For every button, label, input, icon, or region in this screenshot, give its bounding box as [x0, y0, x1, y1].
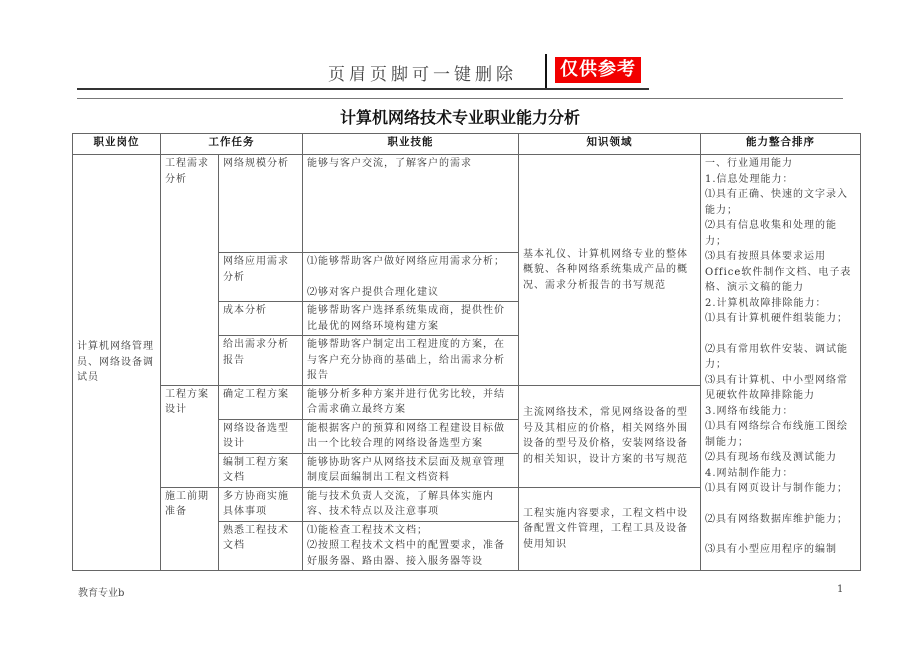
spacer — [705, 327, 856, 342]
col-header-knowledge: 知识领域 — [519, 134, 701, 155]
spacer — [705, 497, 856, 512]
ability-line: ⑴具有正确、快速的文字录入能力； — [705, 189, 848, 216]
ability-line: 一、行业通用能力 — [705, 158, 793, 169]
subtask-cell: 多方协商实施具体事项 — [219, 487, 303, 521]
subtask-cell: 成本分析 — [219, 302, 303, 336]
ability-line: ⑵具有网络数据库维护能力； — [705, 513, 848, 525]
skill-line: ⑴能够帮助客户做好网络应用需求分析； — [307, 256, 505, 267]
subtask-cell: 网络规模分析 — [219, 155, 303, 253]
col-header-skill: 职业技能 — [303, 134, 519, 155]
document-title: 计算机网络技术专业职业能力分析 — [339, 108, 580, 127]
table-row — [73, 155, 861, 253]
ability-line: 1.信息处理能力： — [705, 173, 794, 185]
footer-label: 教育专业b — [78, 588, 125, 599]
header-divider — [545, 54, 547, 90]
page-number: 1 — [837, 584, 844, 595]
col-header-ability: 能力整合排序 — [701, 134, 861, 155]
skill-cell — [303, 521, 519, 571]
subtask-cell: 编制工程方案文档 — [219, 453, 303, 487]
subtask-cell: 给出需求分析报告 — [219, 336, 303, 386]
col-header-position: 职业岗位 — [73, 134, 161, 155]
knowledge-cell: 主流网络技术，常见网络设备的型号及其相应的价格，相关网络外围设备的型号及价格，安装网络设备的相关知识，设计方案的书写规范 — [519, 385, 701, 487]
ability-line: ⑴具有网络综合布线施工图绘制能力； — [705, 421, 848, 448]
ability-line: ⑵具有信息收集和处理的能力； — [705, 220, 837, 247]
subtask-cell: 熟悉工程技术文档 — [219, 521, 303, 571]
ability-line: ⑶具有计算机、中小型网络常见硬软件故障排除能力 — [705, 374, 848, 401]
ability-line: ⑴具有网页设计与制作能力； — [705, 483, 848, 494]
task-cell: 施工前期准备 — [161, 487, 219, 571]
skill-cell: 能与技术负责人交流，了解具体实施内容、技术特点以及注意事项 — [303, 487, 519, 521]
knowledge-cell: 工程实施内容要求，工程文档中设备配置文件管理，工程工具及设备使用知识 — [519, 487, 701, 571]
ability-line: 2.计算机故障排除能力： — [705, 297, 827, 309]
skill-line: ⑴能检查工程技术文档； — [307, 524, 428, 536]
table-header-row — [73, 134, 861, 155]
ability-line: ⑵具有常用软件安装、调试能力； — [705, 343, 848, 370]
knowledge-cell: 基本礼仪、计算机网络专业的整体概貌、各种网络系统集成产品的概况、需求分析报告的书写规范 — [519, 155, 701, 386]
ability-line: ⑶具有按照具体要求运用Office软件制作文档、电子表格、演示文稿的能力 — [705, 251, 852, 293]
subtask-cell: 网络应用需求分析 — [219, 253, 303, 302]
skill-cell — [303, 253, 519, 302]
spacer — [705, 527, 856, 542]
ability-line: ⑴具有计算机硬件组装能力； — [705, 313, 848, 324]
skill-cell: 能够与客户交流，了解客户的需求 — [303, 155, 519, 253]
ability-cell — [701, 155, 861, 571]
ability-line: 3.网络布线能力： — [705, 405, 794, 417]
header-text: 页眉页脚可一键删除 — [328, 65, 517, 85]
header-rule-secondary — [77, 98, 843, 99]
col-header-task: 工作任务 — [161, 134, 303, 155]
subtask-cell: 确定工程方案 — [219, 385, 303, 419]
ability-line: 4.网站制作能力： — [705, 467, 794, 479]
ability-line: ⑶具有小型应用程序的编制 — [705, 544, 837, 555]
skill-cell: 能够分析多种方案并进行优劣比较，并结合需求确立最终方案 — [303, 385, 519, 419]
header-rule — [77, 88, 649, 90]
skill-line: ⑵够对客户提供合理化建议 — [307, 286, 439, 298]
skill-cell: 能够协助客户从网络技术层面及规章管理制度层面编制出工程文档资料 — [303, 453, 519, 487]
skill-cell: 能够帮助客户制定出工程进度的方案，在与客户充分协商的基础上，给出需求分析报告 — [303, 336, 519, 386]
task-cell: 工程方案设计 — [161, 385, 219, 487]
subtask-cell: 网络设备选型设计 — [219, 419, 303, 453]
skill-line: ⑵按照工程技术文档中的配置要求，准备好服务器、路由器、接入服务器等设 — [307, 540, 505, 567]
skill-cell: 能够帮助客户选择系统集成商，提供性价比最优的网络环境构建方案 — [303, 302, 519, 336]
position-cell: 计算机网络管理员、网络设备调试员 — [73, 155, 161, 571]
ability-line: ⑵具有现场布线及测试能力 — [705, 452, 837, 463]
spacer — [307, 270, 514, 285]
task-cell: 工程需求分析 — [161, 155, 219, 386]
skill-cell: 能根据客户的预算和网络工程建设目标做出一个比较合理的网络设备选型方案 — [303, 419, 519, 453]
reference-badge: 仅供参考 — [555, 57, 641, 83]
ability-analysis-table — [72, 133, 861, 571]
